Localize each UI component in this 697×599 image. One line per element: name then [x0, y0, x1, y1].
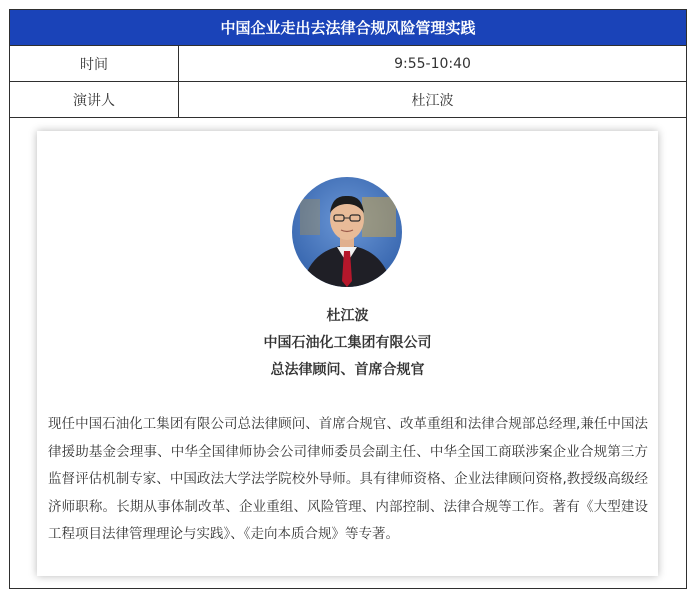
time-row: [10, 46, 686, 82]
speaker-photo: [292, 177, 402, 287]
speaker-position: 总法律顾问、首席合规官: [270, 362, 425, 378]
time-label: 时间: [10, 46, 179, 81]
time-value: 9:55-10:40: [394, 55, 471, 72]
speaker-info: [37, 303, 658, 384]
speaker-avatar: [292, 177, 402, 287]
speaker-card: [37, 131, 658, 576]
speaker-bio: 现任中国石油化工集团有限公司总法律顾问、首席合规官、改革重组和法律合规部总经理,兼任中国法律援助基金会理事、中华全国律师协会公司律师委员会副主任、中华全国工商联涉案企业合规第三方监督评估机制专家、中国政法大学法学院校外导师。具有律师资格、企业法律顾问资格,教授级高级经济师职称。长期从事体制改革、企业重组、风险管理、内部控制、法律合规等工作。著有《大型建设工程项目法律管理理论与实践》、《走向本质合规》等专著。: [48, 416, 648, 542]
speaker-name: 杜江波: [326, 308, 369, 324]
session-title: 中国企业走出去法律合规风险管理实践: [10, 10, 686, 46]
session-table: [9, 9, 687, 589]
speaker-row: [10, 82, 686, 118]
speaker-label: 演讲人: [10, 82, 179, 117]
speaker-value: 杜江波: [411, 92, 454, 109]
speaker-organization: 中国石油化工集团有限公司: [263, 335, 432, 351]
